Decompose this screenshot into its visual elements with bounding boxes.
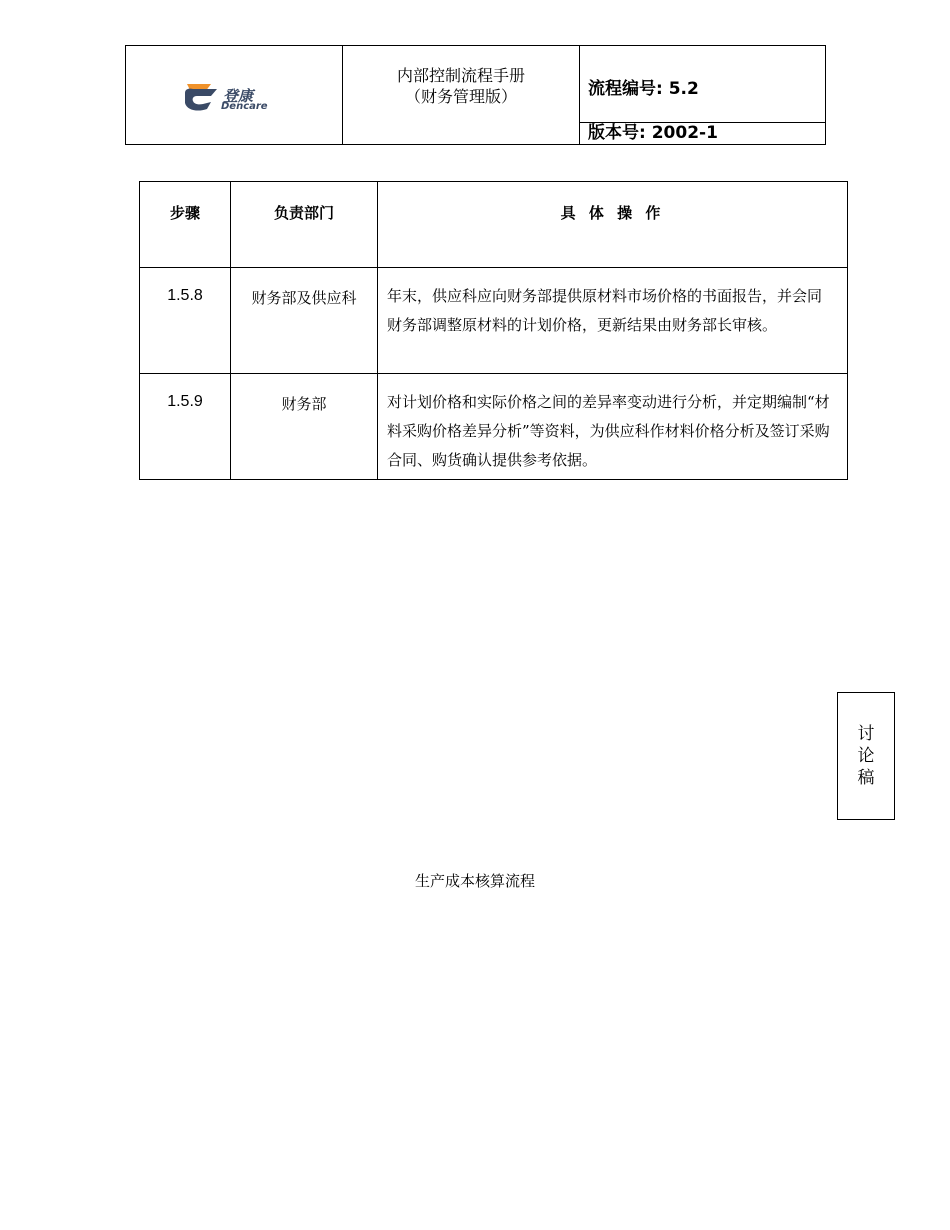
table-header-row [140, 182, 848, 268]
section-caption: 生产成本核算流程 [414, 872, 535, 890]
draft-stamp-text: 讨论稿 [857, 724, 875, 788]
document-header [125, 45, 826, 145]
logo-text-en: Dencare [221, 101, 268, 112]
logo-cell [126, 46, 343, 144]
process-code: 流程编号: 5.2 [588, 79, 699, 99]
process-code-cell [580, 46, 825, 123]
table-row [140, 268, 848, 374]
manual-title-cell [343, 46, 580, 144]
version-cell [580, 123, 825, 144]
column-header-operation: 具 体 操 作 [378, 182, 848, 268]
step-number: 1.5.9 [140, 374, 231, 480]
column-header-step: 步骤 [140, 182, 231, 268]
draft-stamp [837, 692, 895, 820]
procedure-table [139, 181, 848, 480]
logo-text-cn: 登康 [223, 87, 254, 105]
responsible-dept: 财务部 [231, 374, 378, 480]
column-header-dept: 负责部门 [231, 182, 378, 268]
manual-subtitle: （财务管理版） [404, 87, 517, 106]
logo-mark-icon [181, 81, 221, 113]
manual-title: 内部控制流程手册 [396, 66, 525, 85]
operation-description: 年末，供应科应向财务部提供原材料市场价格的书面报告，并会同财务部调整原材料的计划价格，更新结果由财务部长审核。 [378, 268, 848, 374]
step-number: 1.5.8 [140, 268, 231, 374]
dencare-logo [181, 81, 281, 117]
version-number: 版本号: 2002-1 [588, 123, 718, 143]
responsible-dept: 财务部及供应科 [231, 268, 378, 374]
table-row [140, 374, 848, 480]
operation-description: 对计划价格和实际价格之间的差异率变动进行分析，并定期编制“材料采购价格差异分析”等资料，为供应科作材料价格分析及签订采购合同、购货确认提供参考依据。 [378, 374, 848, 480]
